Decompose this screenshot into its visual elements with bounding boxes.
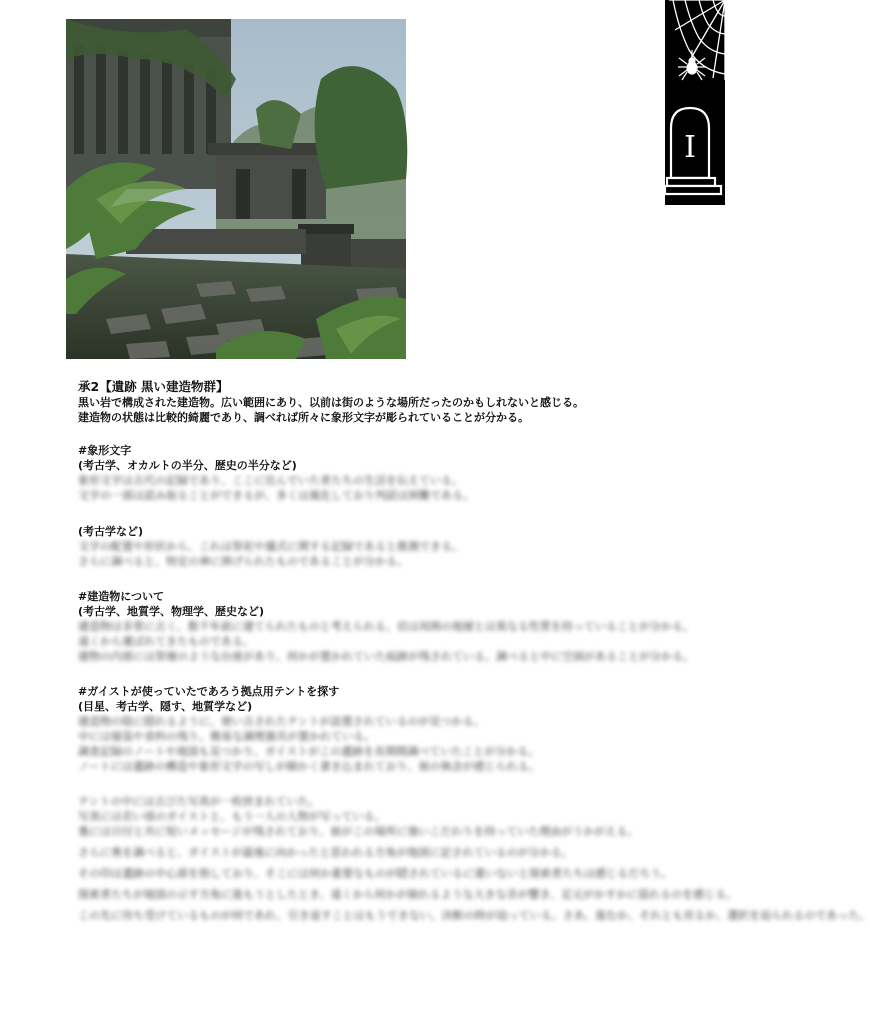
closing-line: 写真には若い頃のガイストと、もう一人の人物が写っている。 xyxy=(78,810,386,823)
section-body-line: 建物の内部には祭壇のような台座があり、何かが置かれていた痕跡が残されている。調べると中に空洞があることが分かる。 xyxy=(78,650,694,663)
section-skills: (目星、考古学、隠す、地質学など) xyxy=(78,700,253,713)
intro-line: 黒い岩で構成された建造物。広い範囲にあり、以前は街のような場所だったのかもしれないと感じる。 xyxy=(78,396,584,409)
closing-line: この先に待ち受けているものが何であれ、引き返すことはもうできない。決断の時が迫っている。さあ、進むか、それとも戻るか、選択を迫られるのであった。 xyxy=(78,909,870,922)
chapter-badge xyxy=(665,0,725,205)
badge-numeral: I xyxy=(684,130,696,165)
section-body-line: ノートには遺跡の構造や象形文字の写しが細かく書き込まれており、彼の執念が感じられる。 xyxy=(78,760,540,773)
section-body-line: 建造物の陰に隠れるように、使い古されたテントが設置されているのが見つかる。 xyxy=(78,715,485,728)
ruins-illustration xyxy=(66,19,406,359)
section-heading: #ガイストが使っていたであろう拠点用テントを探す xyxy=(78,685,340,698)
section-body-line: 建造物は非常に古く、数千年前に建てられたものと考えられる。岩は周囲の地層とは異なる性質を持っていることが分かる。 xyxy=(78,620,694,633)
section-body-line: 遠くから運ばれてきたものである。 xyxy=(78,635,254,648)
section-heading: #象形文字 xyxy=(78,444,132,457)
closing-line: テントの中には古びた写真が一枚挟まれていた。 xyxy=(78,795,320,808)
section-body-line: 文字の一部は読み取ることができるが、多くは風化しており判読は困難である。 xyxy=(78,489,474,502)
section-body-line: さらに調べると、特定の神に捧げられたものであることが分かる。 xyxy=(78,555,408,568)
closing-line: さらに奥を調べると、ガイストが最後に向かったと思われる方角が地図に記されているのが分かる。 xyxy=(78,846,573,859)
spider-web-tombstone-icon xyxy=(665,0,725,205)
document-title: 承2【遺跡 黒い建造物群】 xyxy=(78,379,229,394)
closing-line: 裏には日付と共に短いメッセージが残されており、彼がこの場所に強いこだわりを持っていた理由がうかがえる。 xyxy=(78,825,639,838)
section-skills: (考古学、地質学、物理学、歴史など) xyxy=(78,605,265,618)
section-body-line: 文字の配置や形状から、これは祭祀や儀式に関する記録であると推測できる。 xyxy=(78,540,463,553)
document-body xyxy=(78,378,870,923)
intro-line: 建造物の状態は比較的綺麗であり、調べれば所々に象形文字が彫られていることが分かる。 xyxy=(78,411,529,424)
section-heading: #建造物について xyxy=(78,590,164,603)
ruins-photo xyxy=(66,19,406,359)
closing-line: 探索者たちが地図の示す方角に進もうとしたとき、遠くから何かが崩れるような大きな音が響き、足元がかすかに揺れるのを感じる。 xyxy=(78,888,738,901)
section-body-line: 調査記録のノートや地図も見つかり、ガイストがこの遺跡を長期間調べていたことが分かる。 xyxy=(78,745,540,758)
section-skills: (考古学など) xyxy=(78,525,144,538)
section-body-line: 象形文字は古代の記録であり、ここに住んでいた者たちの生活を伝えている。 xyxy=(78,474,463,487)
section-body-line: 中には寝袋や食料の残り、簡易な調理器具が置かれている。 xyxy=(78,730,375,743)
closing-line: その印は遺跡の中心部を指しており、そこには何か重要なものが隠されているに違いないと探索者たちは感じるだろう。 xyxy=(78,867,672,880)
section-skills: (考古学、オカルトの半分、歴史の半分など) xyxy=(78,459,297,472)
